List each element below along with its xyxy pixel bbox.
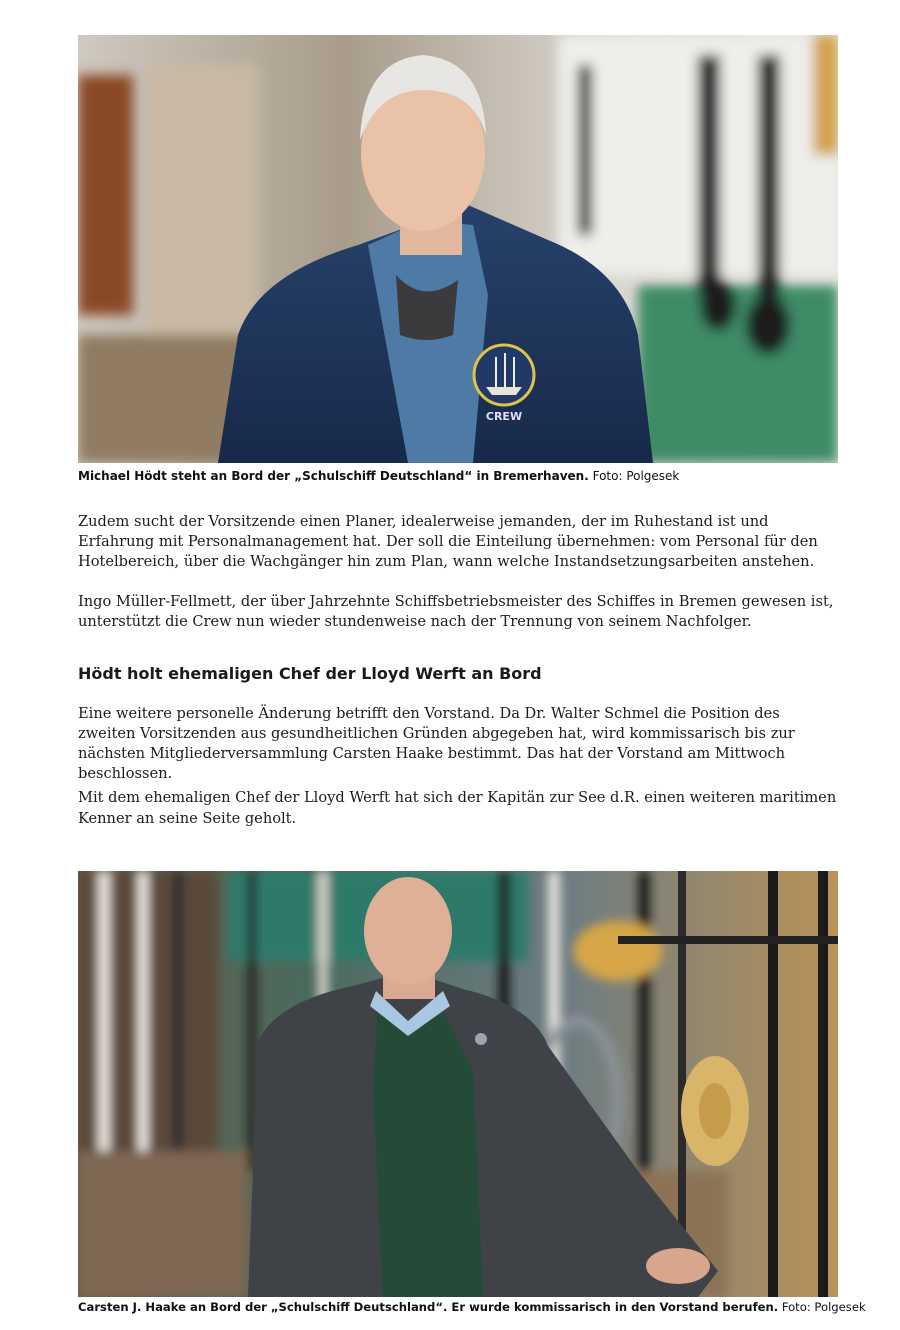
photo-credit: Foto: Polgesek	[592, 469, 680, 483]
photo-credit: Foto: Polgesek	[781, 1300, 866, 1314]
portrait-image	[78, 35, 838, 463]
caption-text: Carsten J. Haake an Bord der „Schulschiff Deutschland“. Er wurde kommissarisch in den Vorstand berufen.	[78, 1300, 779, 1314]
article-subheading: Hödt holt ehemaligen Chef der Lloyd Werft an Bord	[78, 664, 542, 683]
article-paragraph: Mit dem ehemaligen Chef der Lloyd Werft hat sich der Kapitän zur See d.R. einen weiteren maritimen Kenner an seine Seite geholt.	[78, 789, 837, 827]
jacket-badge-text: CREW	[485, 410, 523, 423]
article-paragraph: Eine weitere personelle Änderung betrifft den Vorstand. Da Dr. Walter Schmel die Position des zweiten Vorsitzenden aus gesundheitlichen Gründen abgegeben hat, wird kommissarisch bis zur nächsten Mitgliederversammlung Carsten Haake bestimmt. Das hat der Vorstand am Mittwoch beschlossen.	[78, 705, 795, 782]
article-paragraph: Zudem sucht der Vorsitzende einen Planer, idealerweise jemanden, der im Ruhestand ist und Erfahrung mit Personalmanagement hat. Der soll die Einteilung übernehmen: vom Personal für den Hotelbereich, über die Wachgänger hin zum Plan, wann welche Instandsetzungsarbeiten anstehen.	[78, 513, 818, 570]
photo-michael-hoedt	[78, 35, 838, 463]
photo-caption	[78, 1299, 878, 1315]
photo-carsten-haake	[78, 871, 838, 1297]
portrait-image	[78, 871, 838, 1297]
article-paragraph: Ingo Müller-Fellmett, der über Jahrzehnte Schiffsbetriebsmeister des Schiffes in Bremen gewesen ist, unterstützt die Crew nun wieder stundenweise nach der Trennung von seinem Nachfolger.	[78, 593, 834, 630]
photo-caption	[78, 468, 878, 484]
caption-text: Michael Hödt steht an Bord der „Schulschiff Deutschland“ in Bremerhaven.	[78, 469, 589, 483]
